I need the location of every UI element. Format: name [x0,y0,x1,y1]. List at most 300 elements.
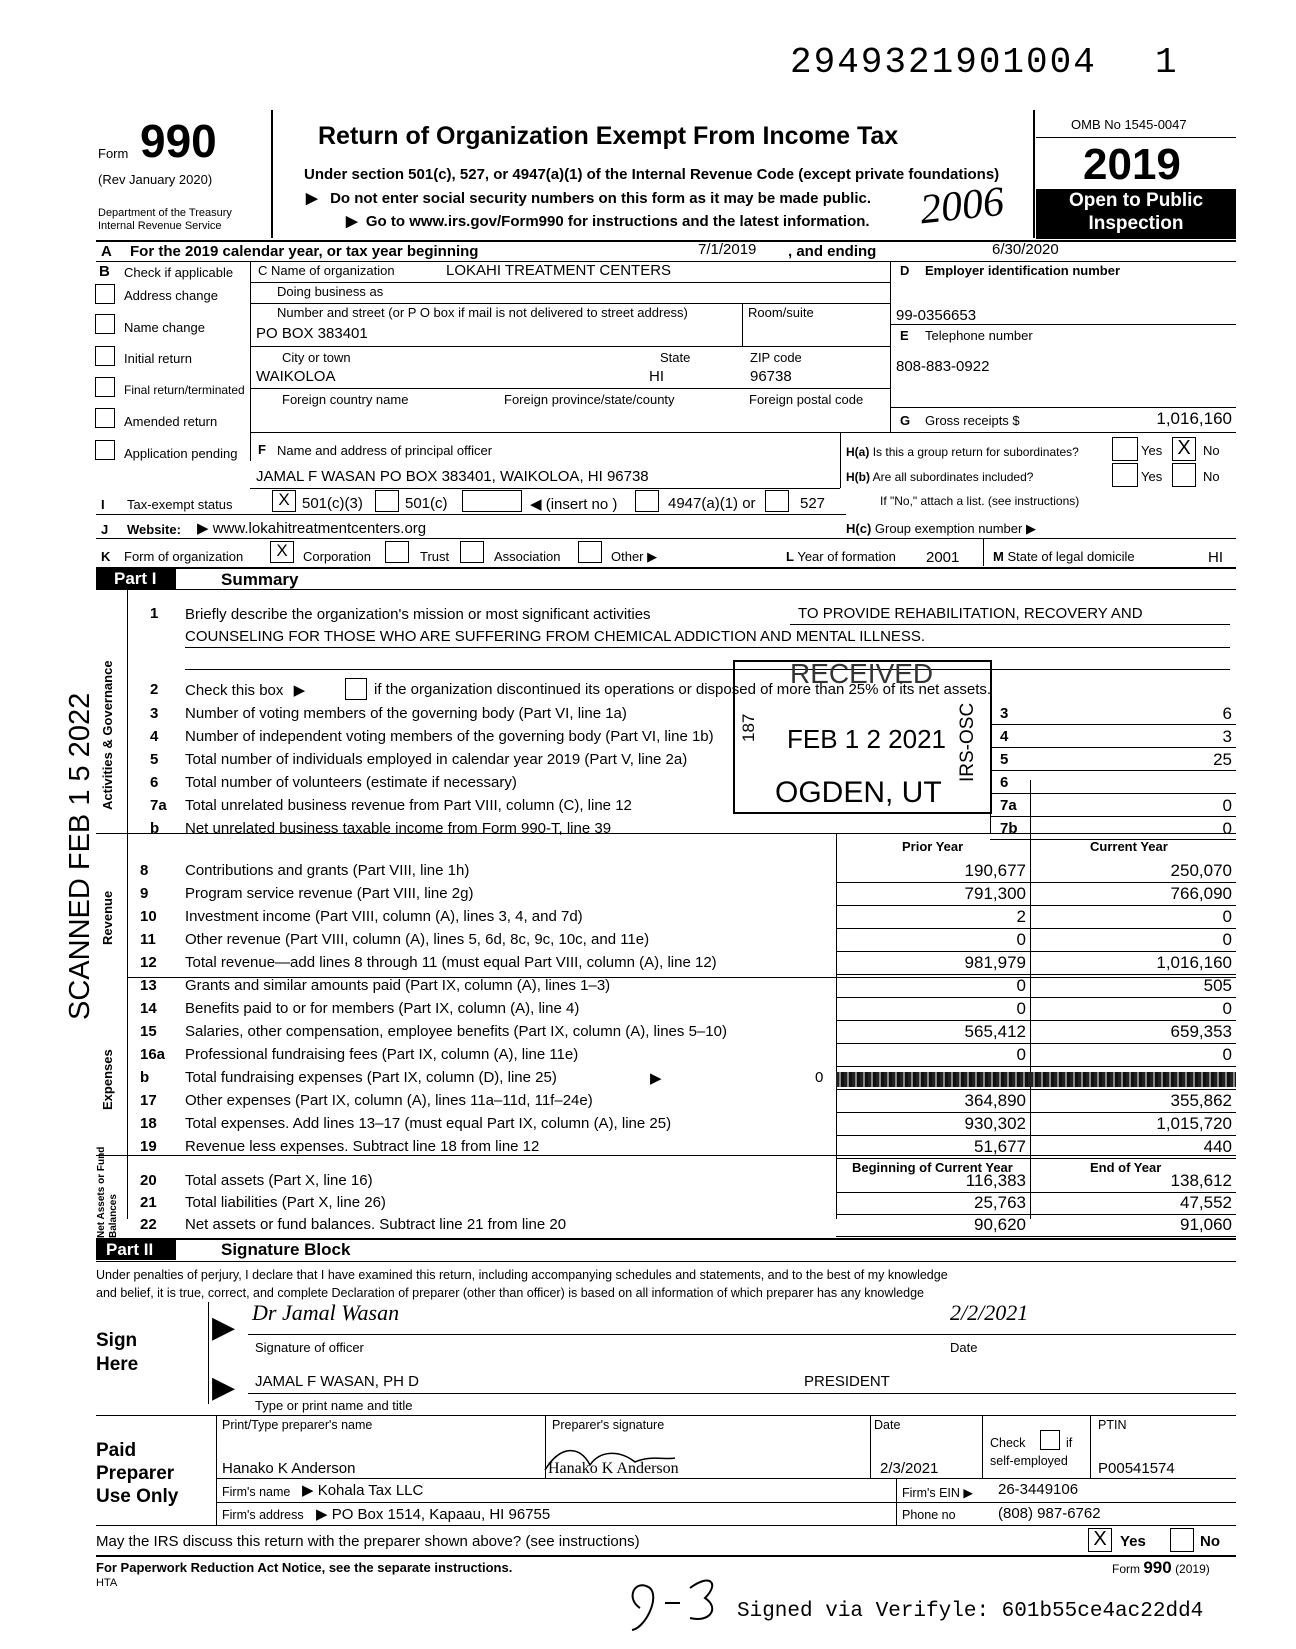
m-code: M [993,549,1004,564]
gov-line-num: 7a [150,797,167,814]
section-b-divider [250,261,251,461]
gov-line-box: 4 [1000,728,1009,745]
fin-line-text: Other expenses (Part IX, column (A), lines 11a–11d, 11f–24e) [185,1092,593,1109]
fin-line-text: Total expenses. Add lines 13–17 (must equal Part IX, column (A), line 25) [185,1115,672,1132]
fin-line-text: Total fundraising expenses (Part IX, column (D), line 25) [185,1069,557,1086]
line-j-label: J [101,522,109,537]
gov-line-rule [990,816,1236,817]
asset-line-rule [836,1192,1236,1193]
principal-officer-value: JAMAL F WASAN PO BOX 383401, WAIKOLOA, HI 96738 [256,468,649,485]
foreign-country-label: Foreign country name [282,392,409,407]
fin-line-current: 440 [1203,1137,1232,1156]
asset-line-text: Net assets or fund balances. Subtract line 21 from line 20 [185,1216,567,1233]
fin-line-inline-value: 0 [815,1069,824,1086]
city-label: City or town [282,350,351,365]
status-501c-number-box[interactable] [462,490,522,512]
dln-suffix: 1 [1155,42,1177,83]
fin-line-prior: 0 [1016,999,1026,1018]
section-g-label: G [900,413,911,428]
label-amended-return: Amended return [124,414,218,429]
header-bottom-rule [96,240,1236,242]
if-label: if [1066,1436,1073,1450]
fin-line-current: 0 [1222,999,1232,1018]
use-only-label: Use Only [96,1486,179,1507]
sign-bottom-rule [96,1415,1236,1416]
penalty-text-1: Under penalties of perjury, I declare that I have examined this return, including accompanying schedules and statements, and to the best of my knowledge [96,1268,948,1282]
phone-label: Telephone number [925,328,1033,343]
form-of-org-label: Form of organization [124,549,244,564]
fin-line-text: Professional fundraising fees (Part IX, column (A), line 11e) [185,1046,579,1063]
fin-line-num: 14 [140,1000,157,1017]
handwritten-note: 2006 [917,178,1007,234]
fin-line-text: Program service revenue (Part VIII, line 2g) [185,885,474,902]
zip-value: 96738 [750,368,792,385]
city-value: WAIKOLOA [256,368,336,385]
fin-line-num: 12 [140,954,157,971]
officer-title: PRESIDENT [804,1373,890,1390]
gross-receipts-value: 1,016,160 [1156,409,1232,428]
fin-line-current: 250,070 [1170,861,1232,880]
insert-no-text: (insert no ) [545,496,618,513]
received-stamp [733,660,992,814]
fin-line-text: Contributions and grants (Part VIII, line 1h) [185,862,470,879]
status-501c-checkbox[interactable] [375,490,399,512]
side-label-revenue: Revenue [100,890,115,945]
gov-line-value: 25 [1213,750,1232,769]
footer-form-label: Form [1112,1562,1140,1576]
line-i-label: I [101,497,105,512]
line-k-rule [96,567,1236,569]
fin-line-rule [836,905,1236,906]
fin-line-rule [836,1043,1236,1044]
org-name: LOKAHI TREATMENT CENTERS [446,262,672,279]
mission-line-a: TO PROVIDE REHABILITATION, RECOVERY AND [798,605,1143,622]
gov-line-box: 3 [1000,705,1009,722]
omb-number: OMB No 1545-0047 [1071,117,1187,132]
asset-line-rule [836,1214,1236,1215]
gov-line-num: b [150,820,160,837]
fin-line-rule [836,997,1236,998]
fin-line-current: 505 [1203,976,1232,995]
phone-rule [890,407,1236,408]
officer-signature: Dr Jamal Wasan [252,1300,400,1325]
asset-line-rule [836,1236,1236,1237]
checkbox-amended-return[interactable] [95,408,115,428]
received-city: OGDEN, UT [775,776,942,809]
fin-line-prior: 0 [1016,1045,1026,1064]
asset-line-text: Total assets (Part X, line 16) [185,1172,373,1189]
arrow-right-icon: ▶ [650,1070,662,1087]
line-2-description: if the organization discontinued its operations or disposed of more than 25% of its net assets. [374,681,992,698]
preparer-name-label: Print/Type preparer's name [222,1418,373,1432]
zip-label: ZIP code [750,350,802,365]
fin-line-text: Salaries, other compensation, employee benefits (Part IX, column (A), lines 5–10) [185,1023,727,1040]
hb-text: Are all subordinates included? [872,470,1034,484]
prior-year-header: Prior Year [902,839,964,854]
line-a-and-ending: , and ending [788,243,877,260]
label-initial-return: Initial return [124,351,192,366]
line-2-label: Check this box [185,682,284,699]
asset-line-num: 22 [140,1216,157,1233]
fin-line-text: Revenue less expenses. Subtract line 18 from line 12 [185,1138,540,1155]
prep-rule-1 [216,1478,1236,1479]
current-year-header: Current Year [1090,839,1168,854]
status-4947-checkbox[interactable] [635,490,659,512]
status-527-checkbox[interactable] [765,490,789,512]
preparer-phone: (808) 987-6762 [998,1505,1101,1522]
gov-line-value: 0 [1222,796,1232,815]
label-application-pending: Application pending [124,446,238,461]
ssn-warning-text: Do not enter social security numbers on this form as it may be made public. [330,190,872,207]
preparer-date: 2/3/2021 [880,1460,939,1477]
asset-line-num: 20 [140,1172,157,1189]
received-date: FEB 1 2 2021 [787,724,946,754]
fin-line-current: 0 [1222,1045,1232,1064]
preparer-ptin: P00541574 [1098,1460,1175,1477]
line-i-rule [96,514,846,515]
fin-line-rule [836,1135,1236,1136]
ha-yes-label: Yes [1141,443,1163,458]
check-label: Check [990,1436,1026,1450]
officer-name: JAMAL F WASAN, PH D [255,1373,419,1390]
dba-label: Doing business as [277,284,384,299]
discuss-yes-checkbox[interactable]: X [1088,1528,1112,1552]
trust-checkbox[interactable] [385,541,409,563]
part-1-title: Summary [221,570,299,589]
self-employed-label: self-employed [990,1454,1068,1468]
side-label-net-assets: Net Assets or Fund Balances [96,1146,119,1238]
asset-line-prior: 90,620 [974,1215,1026,1234]
gov-line-num: 6 [150,774,159,791]
phone-value: 808-883-0922 [896,358,990,375]
hb-yes-label: Yes [1141,469,1163,484]
gov-line-box: 5 [1000,751,1009,768]
status-527-label: 527 [800,495,826,512]
line-16b-shade-prior [836,1072,1030,1087]
hb-no-checkbox[interactable] [1172,463,1196,487]
fin-line-num: 15 [140,1023,157,1040]
gov-line-value: 6 [1222,704,1232,723]
asset-line-current: 47,552 [1180,1193,1232,1212]
section-d-label: D [900,263,910,278]
fin-line-rule [836,1158,1236,1159]
fin-line-current: 355,862 [1170,1091,1232,1110]
form-label: Form [98,146,129,161]
asset-line-current: 91,060 [1180,1215,1232,1234]
other-label: Other ▶ [611,549,658,564]
tax-year-begin: 7/1/2019 [698,241,757,258]
fin-line-current: 659,353 [1170,1022,1232,1041]
principal-officer-label: Name and address of principal officer [277,443,493,458]
form-subtitle: Under section 501(c), 527, or 4947(a)(1) of the Internal Revenue Code (except private foundations) [304,166,1000,183]
checkbox-address-change[interactable] [95,284,115,304]
status-501c3-checkbox[interactable]: X [272,490,296,512]
website-label: Website: [127,522,181,537]
section-f-bottom-rule [250,488,840,489]
officer-name-rule [248,1393,1236,1394]
officer-sign-date: 2/2/2021 [950,1300,1029,1325]
foreign-postal-label: Foreign postal code [749,392,864,407]
org-name-label: C Name of organization [258,263,395,278]
state-domicile-value: HI [1208,549,1223,566]
part-2-label: Part II [96,1240,176,1260]
fin-line-rule [836,1112,1236,1113]
fin-line-rule [836,882,1236,883]
discuss-question: May the IRS discuss this return with the preparer shown above? (see instructions) [96,1533,640,1550]
fin-line-num: 17 [140,1092,157,1109]
ha-yes-checkbox[interactable] [1112,437,1138,461]
end-year-header: End of Year [1090,1160,1162,1175]
self-employed-checkbox[interactable] [1040,1430,1060,1450]
fin-line-num: b [140,1069,150,1086]
street-label: Number and street (or P O box if mail is not delivered to street address) [277,305,688,320]
omb-rule [1036,137,1236,138]
current-col-left [1030,780,1031,1219]
prior-col-left [836,833,837,1219]
received-text: RECEIVED [790,658,934,689]
part-1-rule [96,589,1236,590]
discuss-yes-label: Yes [1120,1533,1146,1550]
mission-line-b: COUNSELING FOR THOSE WHO ARE SUFFERING FROM CHEMICAL ADDICTION AND MENTAL ILLNESS. [185,628,926,645]
hc-text: Group exemption number [874,521,1023,536]
footer-form-year: (2019) [1175,1562,1210,1576]
room-label: Room/suite [748,305,814,320]
firm-address-text: PO Box 1514, Kapaau, HI 96755 [331,1506,551,1523]
fin-line-rule [836,951,1236,952]
firm-address-label: Firm's address [222,1508,304,1522]
year-formation-value: 2001 [926,549,960,566]
prep-rule-2 [216,1502,1236,1503]
hc-code: H(c) [846,521,872,536]
section-b-label: B [99,263,110,280]
gov-line-value: 0 [1222,819,1232,838]
department-label: Department of the Treasury [98,207,232,219]
fin-line-current: 0 [1222,907,1232,926]
revenue-top-rule [96,833,1236,834]
asset-line-text: Total liabilities (Part X, line 26) [185,1194,386,1211]
firm-name: ▶ Kohala Tax LLC [302,1482,424,1499]
gov-line-rule [990,724,1236,725]
line-a-text: For the 2019 calendar year, or tax year beginning [130,243,479,260]
header-right-divider [1033,110,1035,238]
ein-rule [890,324,1236,325]
line-j-rule [96,538,1236,539]
gov-line-num: 3 [150,705,159,722]
asset-line-prior: 25,763 [974,1193,1026,1212]
discuss-no-checkbox[interactable] [1170,1528,1194,1552]
arrow-right-icon: ▶ [197,520,209,537]
expenses-top-rule [127,977,1236,978]
other-checkbox[interactable] [578,541,602,563]
prep-div-4 [1090,1415,1091,1478]
sign-divider [208,1302,209,1404]
fin-line-current: 766,090 [1170,884,1232,903]
discuss-no-label: No [1200,1533,1220,1550]
fin-line-text: Total revenue—add lines 8 through 11 (must equal Part VIII, column (A), line 12) [185,954,717,971]
paid-label: Paid [96,1440,137,1461]
received-side: IRS-OSC [957,702,978,782]
verifyle-signature: Signed via Verifyle: 601b55ce4ac22dd4 [737,1600,1204,1623]
mission-rule-b [185,647,1230,648]
side-label-activities: Activities & Governance [100,660,115,810]
hb-note: If "No," attach a list. (see instructions) [880,494,1080,508]
tax-year: 2019 [1083,140,1181,189]
open-public-text: Open to Public [1068,190,1204,211]
fin-line-num: 10 [140,908,157,925]
gov-line-text: Number of voting members of the governing body (Part VI, line 1a) [185,705,627,722]
ha-no-checkbox[interactable]: X [1172,437,1196,461]
form-number: 990 [140,115,217,167]
gov-line-rule [990,793,1236,794]
gov-line-box: 7b [1000,820,1018,837]
footer-form-number: 990 [1143,1558,1172,1577]
tax-exempt-status-label: Tax-exempt status [127,497,233,512]
open-to-public-banner [1036,189,1236,239]
fin-line-current: 1,016,160 [1156,953,1232,972]
state-label: State [660,350,691,365]
preparer-date-label: Date [874,1418,901,1432]
part-1-label: Part I [96,569,176,589]
gov-line-text: Total unrelated business revenue from Part VIII, column (C), line 12 [185,797,632,814]
status-501c-label: 501(c) [405,495,448,512]
line-2-num: 2 [150,681,159,698]
part-2-title: Signature Block [221,1240,351,1259]
l-text: Year of formation [797,549,896,564]
gov-line-text: Net unrelated business taxable income from Form 990-T, line 39 [185,820,612,837]
line-1-text: Briefly describe the organization's mission or most significant activities [185,606,651,623]
corporation-checkbox[interactable]: X [270,541,294,563]
line-k-label: K [101,549,111,564]
side-label-expenses: Expenses [100,1049,115,1110]
hc-label: H(c) Group exemption number ▶ [846,521,1036,536]
association-checkbox[interactable] [460,541,484,563]
here-label: Here [96,1354,139,1375]
line-16b-shade-current [1030,1072,1236,1087]
gov-line-text: Number of independent voting members of the governing body (Part VI, line 1b) [185,728,714,745]
hb-label [846,470,1033,484]
fin-line-prior: 364,890 [964,1091,1026,1110]
preparer-signature-scribble [540,1440,680,1480]
section-c-bottom-rule [250,432,1236,433]
header-left-divider [271,110,273,238]
ha-text: Is this a group return for subordinates? [872,445,1079,459]
city-rule [250,388,890,389]
ha-no-label: No [1203,443,1220,458]
checkbox-initial-return[interactable] [95,346,115,366]
hta-label: HTA [96,1577,118,1589]
fin-line-rule [836,928,1236,929]
preparer-label: Preparer [96,1463,175,1484]
asset-line-current: 138,612 [1170,1171,1232,1190]
scanned-stamp: SCANNED FEB 1 5 2022 [64,692,96,1020]
state-value: HI [649,368,664,385]
ssn-warning [306,189,871,207]
arrow-right-icon: ▶ [293,682,306,699]
status-501c3-label: 501(c)(3) [302,495,363,512]
prep-bottom-rule [96,1525,1236,1526]
hb-no-label: No [1203,469,1220,484]
ein-label: Employer identification number [925,263,1121,278]
preparer-sig-label: Preparer's signature [552,1418,665,1432]
fin-line-text: Investment income (Part VIII, column (A), lines 3, 4, and 7d) [185,908,583,925]
hb-yes-checkbox[interactable] [1112,463,1138,487]
fin-line-num: 13 [140,977,157,994]
fin-line-rule [836,1020,1236,1021]
status-insert-no: ◀ (insert no ) [530,496,618,513]
fin-line-rule [836,1089,1236,1090]
line-2-text [185,681,305,699]
received-code: 187 [739,713,758,742]
trust-label: Trust [420,549,450,564]
l-code: L [786,549,794,564]
gov-line-rule [990,747,1236,748]
gov-line-box: 7a [1000,797,1017,814]
firm-ein: 26-3449106 [998,1481,1079,1498]
firm-ein-label-text: Firm's EIN [902,1486,960,1500]
document-locator-number: 2949321901004 [790,42,1097,83]
status-4947-label: 4947(a)(1) or [668,495,756,512]
sign-arrow-icon: ▶ [212,1311,236,1344]
state-domicile-label [993,549,1135,564]
instructions-note-text: Go to www.irs.gov/Form990 for instructions and the latest information. [365,213,870,230]
line-a-label: A [101,243,112,260]
checkbox-application-pending[interactable] [95,440,115,460]
fin-line-rule [836,974,1236,975]
fin-line-prior: 2 [1016,907,1026,926]
year-formation-label [786,549,896,564]
label-address-change: Address change [124,288,218,303]
signature-of-officer-label: Signature of officer [255,1340,364,1355]
checkbox-name-change[interactable] [95,314,115,334]
website-url: www.lokahitreatmentcenters.org [212,520,427,537]
begin-year-header: Beginning of Current Year [852,1160,1013,1175]
ha-code: H(a) [846,445,870,459]
penalty-text-2: and belief, it is true, correct, and complete Declaration of preparer (other than officer) is based on all information of which preparer has any knowledge [96,1286,924,1300]
section-f-divider [840,432,841,488]
m-text: State of legal domicile [1007,549,1135,564]
side-label-divider [127,589,128,1219]
fin-line-prior: 0 [1016,976,1026,995]
inspection-text: Inspection [1088,213,1184,234]
dba-rule [250,303,890,304]
street-address: PO BOX 383401 [256,325,368,342]
fin-line-num: 11 [140,931,156,948]
website-value [197,519,426,537]
preparer-name: Hanako K Anderson [222,1460,356,1477]
footer-form [1112,1558,1210,1578]
discontinued-checkbox[interactable] [345,678,367,700]
firm-ein-label: Firm's EIN ▶ [902,1486,974,1500]
corporation-label: Corporation [303,549,371,564]
fin-line-prior: 930,302 [964,1114,1026,1133]
firm-name-label: Firm's name [222,1485,291,1499]
sign-label: Sign [96,1330,138,1351]
fin-line-num: 16a [140,1046,166,1063]
ptin-label: PTIN [1098,1418,1127,1432]
checkbox-final-return[interactable] [95,377,115,397]
arrow-right-icon: ▶ [346,213,358,230]
preparer-left-divider [216,1415,217,1525]
hb-code: H(b) [846,470,870,484]
fin-line-prior: 791,300 [964,884,1026,903]
other-text: Other [611,549,644,564]
part-2-rule [96,1261,1236,1262]
form-revision: (Rev January 2020) [98,172,213,187]
prep-scribble-stroke [545,1451,675,1470]
arrow-right-icon: ▶ [306,190,318,207]
type-print-label: Type or print name and title [255,1398,413,1413]
fin-line-prior: 981,979 [964,953,1026,972]
